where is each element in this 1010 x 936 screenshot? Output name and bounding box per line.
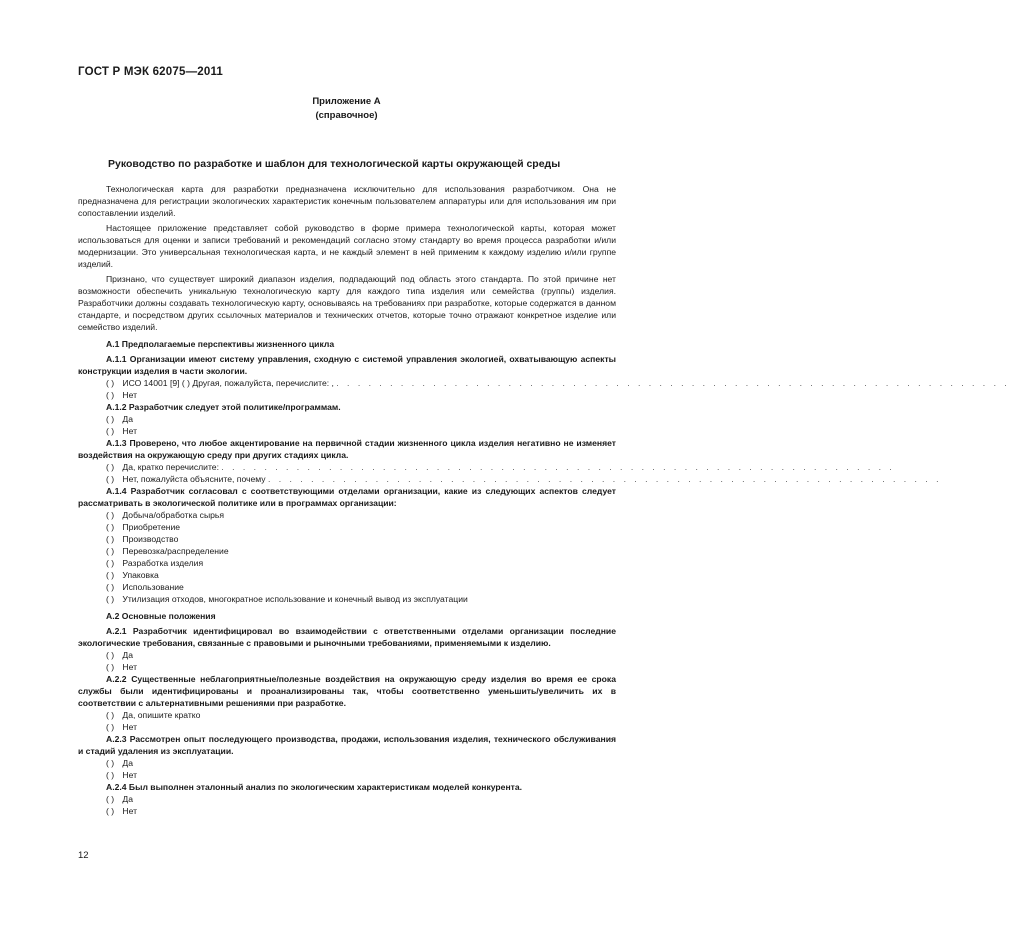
checkbox-mark: ( ) <box>106 426 115 436</box>
option-line <box>78 661 616 673</box>
checkbox-mark: ( ) <box>106 390 115 400</box>
option-label: Да <box>122 414 133 424</box>
question-a2-1: А.2.1 Разработчик идентифицировал во взаимодействии с ответственными отделами организации последние экологические требования, связанные с правовыми и рыночными требованиями, применяемыми к изделию. <box>78 626 616 648</box>
main-title: Руководство по разработке и шаблон для технологической карты окружающей среды <box>108 158 561 170</box>
intro-paragraph: Настоящее приложение представляет собой руководство в форме примера технологической карты, которая может использоваться для оценки и записи требований и рекомендаций согласно этому стандарту во время процесса разработки и/или модернизации. Это универсальная технологическая карта, и не каждый элемент в ней применим к каждому изделию и/или группе изделий. <box>78 223 616 269</box>
checkbox-mark: ( ) <box>106 758 115 768</box>
checkbox-mark: ( ) <box>106 462 115 472</box>
option-line <box>78 709 616 721</box>
checkbox-mark: ( ) <box>106 770 115 780</box>
option-label: Нет <box>122 806 138 816</box>
option-line <box>78 509 616 521</box>
checkbox-mark: ( ) <box>106 510 115 520</box>
checkbox-mark: ( ) <box>106 546 115 556</box>
option-label: Да <box>122 650 133 660</box>
option-line <box>78 425 616 437</box>
checkbox-mark: ( ) <box>106 582 115 592</box>
option-label: Разработка изделия <box>122 558 204 568</box>
question-a1-4: А.1.4 Разработчик согласовал с соответствующими отделами организации, какие из следующих аспектов следует рассматривать в экологической политике или в программах организации: <box>78 486 616 508</box>
standard-number: ГОСТ Р МЭК 62075—2011 <box>78 66 224 78</box>
option-label: Да, кратко перечислите: <box>122 462 219 472</box>
question-a1-1: А.1.1 Организации имеют систему управления, сходную с системой управления экологией, охватывающую аспекты конструкции изделия в части экологии. <box>78 354 616 376</box>
checkbox-mark: ( ) <box>106 558 115 568</box>
option-line <box>78 649 616 661</box>
option-line <box>78 521 616 533</box>
option-label: Да <box>122 758 133 768</box>
checkbox-mark: ( ) <box>106 710 115 720</box>
annex-title: Приложение А <box>312 96 381 107</box>
option-line <box>78 473 942 485</box>
option-line <box>78 461 895 473</box>
option-label: Добыча/обработка сырья <box>122 510 225 520</box>
option-label: Нет <box>122 722 138 732</box>
checkbox-mark: ( ) <box>106 722 115 732</box>
checkbox-mark: ( ) <box>106 378 115 388</box>
section-heading-a2: А.2 Основные положения <box>106 611 216 621</box>
option-label: Использование <box>122 582 184 592</box>
leader-dots: . . . . . . . . . . . . . . . . . . . . . . . . . . . . . . . . . . . . . . . . . . . . . . . . . . . . . . . . . . . . . . . <box>268 474 942 484</box>
checkbox-mark: ( ) <box>106 570 115 580</box>
option-label: Да <box>122 794 133 804</box>
option-label: ИСО 14001 [9] ( ) Другая, пожалуйста, перечислите: , <box>122 378 334 388</box>
option-label: Упаковка <box>122 570 159 580</box>
checkbox-mark: ( ) <box>106 534 115 544</box>
option-line <box>78 569 616 581</box>
option-line <box>78 389 616 401</box>
document-body <box>78 183 1010 817</box>
question-a1-2: А.1.2 Разработчик следует этой политике/программам. <box>106 402 341 412</box>
intro-paragraph: Признано, что существует широкий диапазон изделия, подпадающий под область этого стандарта. По этой причине нет возможности обеспечить уникальную технологическую карту для каждого типа изделия или семейства (группы) изделия. Разработчики должны создавать технологическую карту, основываясь на требованиях при разработке, которые содержатся в данном стандарте, и посредством других ссылочных материалов и технических отчетов, которые точно отражают конкретное изделие или семейство изделий. <box>78 274 616 332</box>
option-line <box>78 805 616 817</box>
checkbox-mark: ( ) <box>106 794 115 804</box>
option-line <box>78 377 1010 389</box>
option-line <box>78 593 616 605</box>
option-label: Перевозка/распределение <box>122 546 229 556</box>
question-a2-3: А.2.3 Рассмотрен опыт последующего производства, продажи, использования изделия, технического обслуживания и стадий удаления из эксплуатации. <box>78 734 616 756</box>
option-line <box>78 769 616 781</box>
option-line <box>78 721 616 733</box>
annex-subtitle: (справочное) <box>315 110 378 121</box>
checkbox-mark: ( ) <box>106 806 115 816</box>
option-label: Производство <box>122 534 179 544</box>
question-a1-3: А.1.3 Проверено, что любое акцентирование на первичной стадии жизненного цикла изделия негативно не изменяет воздействия на окружающую среду при других стадиях цикла. <box>78 438 616 460</box>
checkbox-mark: ( ) <box>106 594 115 604</box>
checkbox-mark: ( ) <box>106 522 115 532</box>
intro-paragraph: Технологическая карта для разработки предназначена исключительно для использования разработчиком. Она не предназначена для регистрации экологических характеристик конечным пользователем аппаратуры или для использования им при сопоставлении изделий. <box>78 184 616 218</box>
option-label: Нет, пожалуйста объясните, почему <box>122 474 266 484</box>
leader-dots: . . . . . . . . . . . . . . . . . . . . . . . . . . . . . . . . . . . . . . . . . . . . . . . . . . . . . . . . . . . . . . . <box>336 378 1010 388</box>
option-label: Нет <box>122 662 138 672</box>
option-line <box>78 757 616 769</box>
option-line <box>78 557 616 569</box>
option-label: Утилизация отходов, многократное использование и конечный вывод из эксплуатации <box>122 594 468 604</box>
option-line <box>78 581 616 593</box>
checkbox-mark: ( ) <box>106 414 115 424</box>
option-label: Да, опишите кратко <box>122 710 201 720</box>
option-label: Приобретение <box>122 522 181 532</box>
leader-dots: . . . . . . . . . . . . . . . . . . . . . . . . . . . . . . . . . . . . . . . . . . . . . . . . . . . . . . . . . . . . . . . <box>221 462 895 472</box>
section-heading-a1: А.1 Предполагаемые перспективы жизненного цикла <box>106 339 335 349</box>
option-line <box>78 545 616 557</box>
question-a2-4: А.2.4 Был выполнен эталонный анализ по экологическим характеристикам моделей конкурента. <box>106 782 523 792</box>
option-line <box>78 533 616 545</box>
option-line <box>78 413 616 425</box>
option-label: Нет <box>122 770 138 780</box>
checkbox-mark: ( ) <box>106 662 115 672</box>
checkbox-mark: ( ) <box>106 474 115 484</box>
page-number: 12 <box>78 850 89 861</box>
option-label: Нет <box>122 426 138 436</box>
question-a2-2: А.2.2 Существенные неблагоприятные/полезные воздействия на окружающую среду изделия во время ее срока службы были идентифицированы и проанализированы так, чтобы соответственно уменьшить/увеличить их в соответствии с альтернативными решениями при разработке. <box>78 674 616 708</box>
option-label: Нет <box>122 390 138 400</box>
option-line <box>78 793 616 805</box>
checkbox-mark: ( ) <box>106 650 115 660</box>
